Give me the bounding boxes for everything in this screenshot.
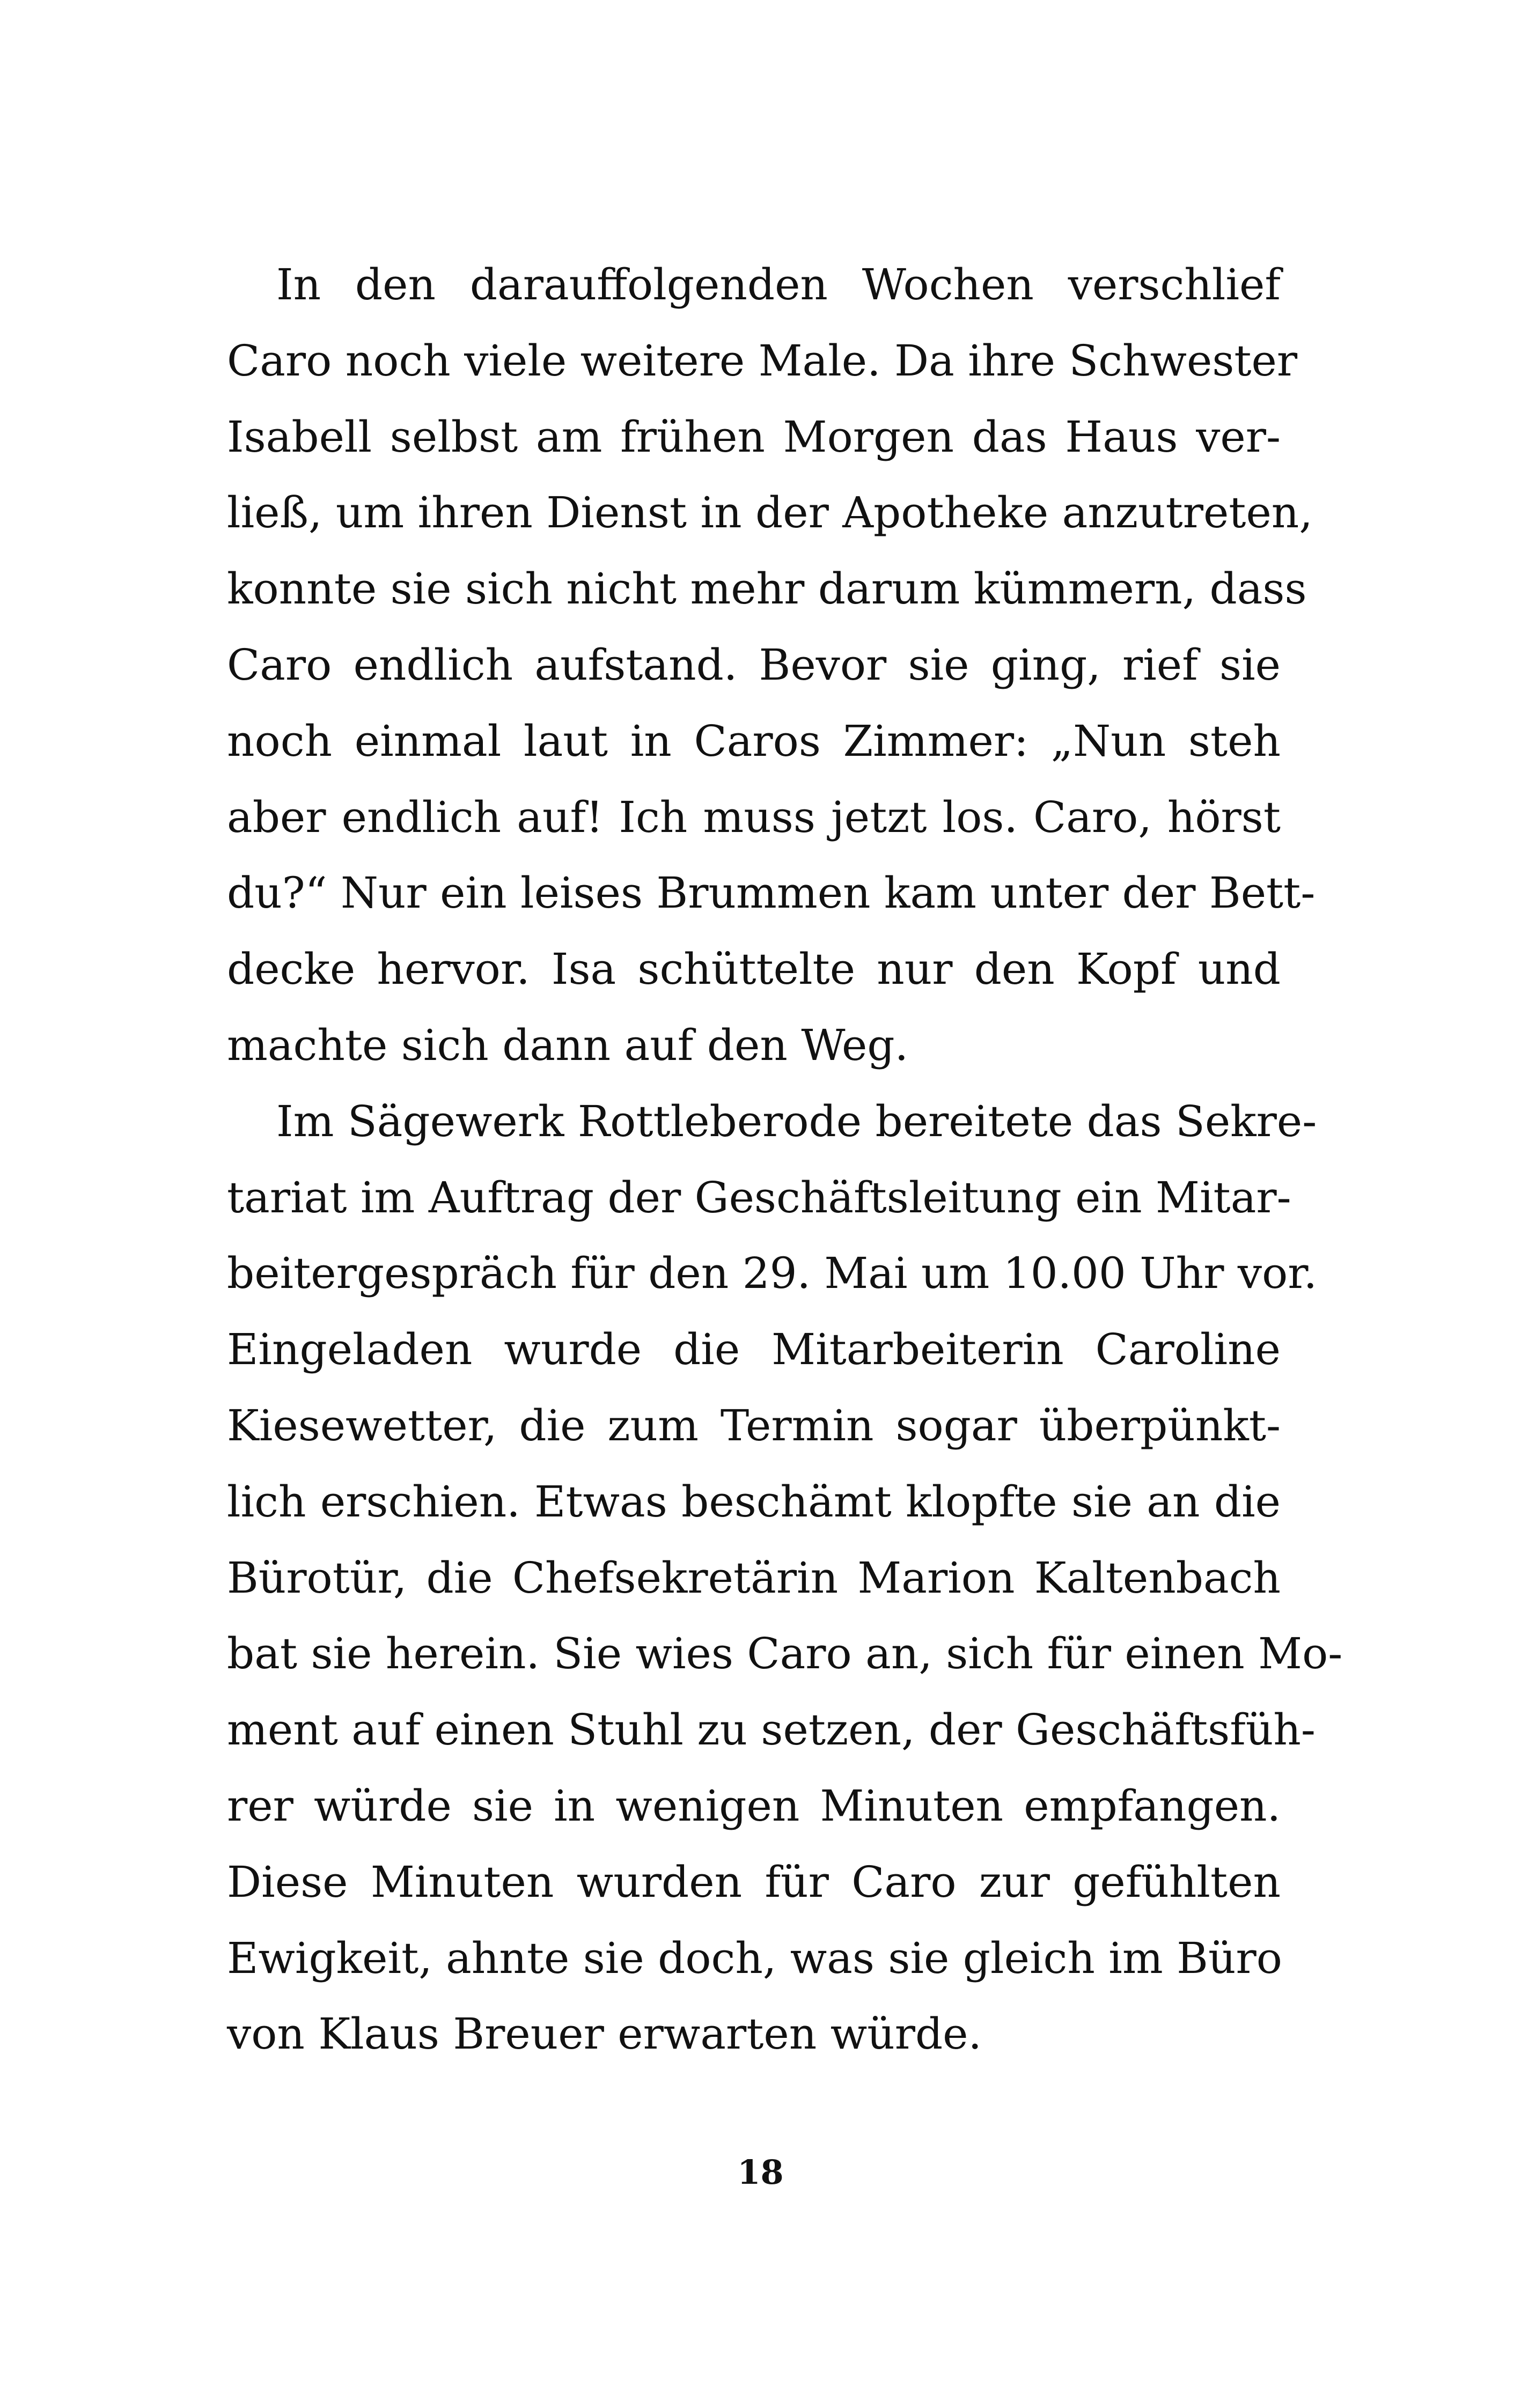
text-line: tariat im Auftrag der Geschäftsleitung ein Mitar- xyxy=(227,1172,1291,1223)
text-line: rer würde sie in wenigen Minuten empfangen. xyxy=(227,1780,1281,1831)
text-line: aber endlich auf! Ich muss jetzt los. Caro, hörst xyxy=(227,792,1281,842)
text-line: bat sie herein. Sie wies Caro an, sich für einen Mo- xyxy=(227,1629,1343,1679)
text-line: Kiesewetter, die zum Termin sogar überpünkt- xyxy=(227,1400,1281,1450)
text-line: Im Sägewerk Rottleberode bereitete das Sekre- xyxy=(276,1096,1317,1146)
paragraph-1 xyxy=(227,247,1316,1084)
text-line: In den darauffolgenden Wochen verschlief xyxy=(276,260,1281,310)
body-text xyxy=(227,247,1343,2072)
text-line: Isabell selbst am frühen Morgen das Haus ver- xyxy=(227,411,1281,462)
text-line: Ewigkeit, ahnte sie doch, was sie gleich im Büro xyxy=(227,1933,1282,1983)
text-line: Bürotür, die Chefsekretärin Marion Kaltenbach xyxy=(227,1552,1281,1603)
text-line: Diese Minuten wurden für Caro zur gefühlten xyxy=(227,1857,1281,1907)
page-number: 18 xyxy=(737,2153,784,2192)
text-line: du?“ Nur ein leises Brummen kam unter der Bett- xyxy=(227,868,1316,918)
paragraph-2 xyxy=(227,1084,1343,2072)
text-line: lich erschien. Etwas beschämt klopfte sie an die xyxy=(227,1476,1281,1527)
text-line: ließ, um ihren Dienst in der Apotheke anzutreten, xyxy=(227,488,1313,538)
text-line: Caro noch viele weitere Male. Da ihre Schwester xyxy=(227,335,1298,386)
text-line: beitergespräch für den 29. Mai um 10.00 Uhr vor. xyxy=(227,1248,1318,1299)
text-line: konnte sie sich nicht mehr darum kümmern, dass xyxy=(227,564,1307,614)
text-line: ment auf einen Stuhl zu setzen, der Geschäftsfüh- xyxy=(227,1705,1316,1755)
text-line: von Klaus Breuer erwarten würde. xyxy=(227,2009,982,2059)
text-line: machte sich dann auf den Weg. xyxy=(227,1020,909,1070)
text-line: noch einmal laut in Caros Zimmer: „Nun steh xyxy=(227,716,1281,766)
text-line: Eingeladen wurde die Mitarbeiterin Caroline xyxy=(227,1324,1281,1375)
text-line: Caro endlich aufstand. Bevor sie ging, rief sie xyxy=(227,639,1281,690)
text-line: decke hervor. Isa schüttelte nur den Kopf und xyxy=(227,944,1281,995)
